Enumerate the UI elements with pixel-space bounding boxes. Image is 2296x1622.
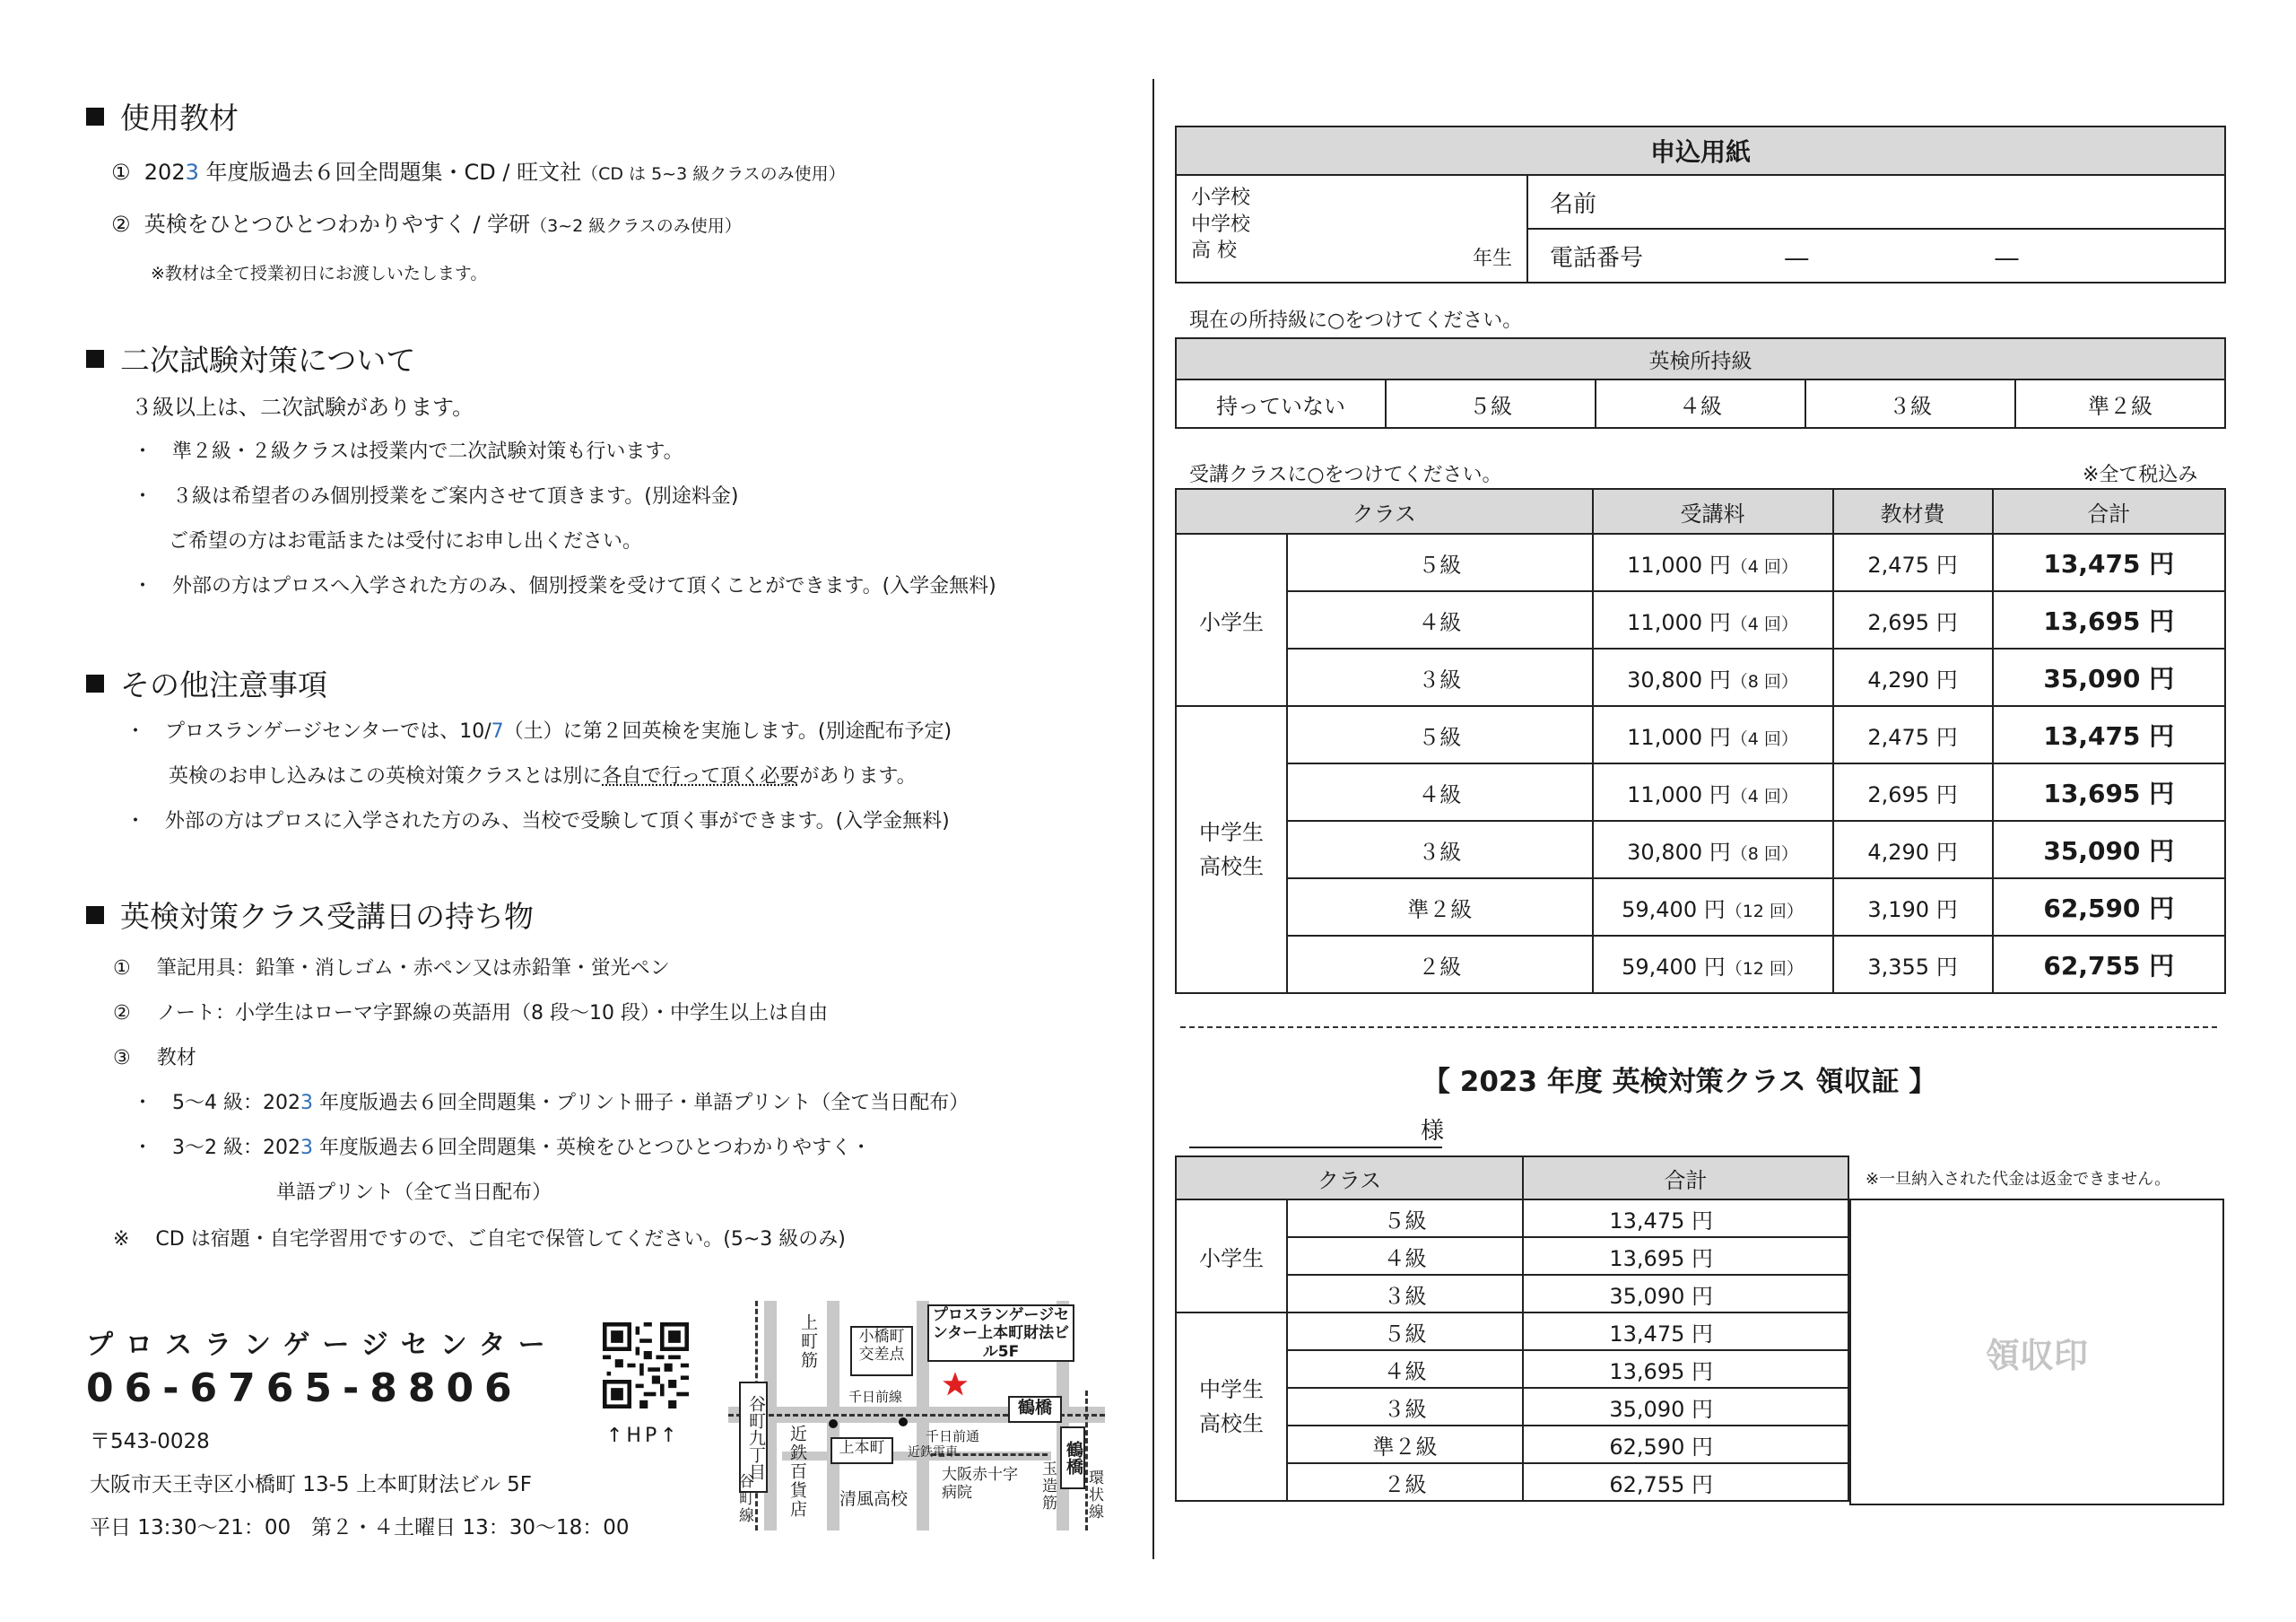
held-option-3[interactable]: ３級 xyxy=(1805,379,2015,428)
school-cell[interactable] xyxy=(1176,175,1527,283)
phone-label: 電話番号 xyxy=(1550,244,1644,272)
fee-row[interactable] xyxy=(1176,534,2225,591)
map-dot-icon xyxy=(899,1417,908,1426)
receipt-title: 【 2023 年度 英検対策クラス 領収証 】 xyxy=(1422,1066,1937,1098)
held-option-5[interactable]: ５級 xyxy=(1386,379,1596,428)
total-cell: 13,695 円 xyxy=(1993,763,2225,821)
map-redcross: 大阪赤十字病院 xyxy=(942,1466,1018,1503)
map-kintetsu-dept: 近鉄百貨店 xyxy=(787,1425,807,1519)
receipt-class: ５級 xyxy=(1287,1312,1523,1350)
fee-row[interactable] xyxy=(1176,936,2225,993)
col-class: クラス xyxy=(1176,489,1593,534)
total-cell: 13,475 円 xyxy=(1993,534,2225,591)
total-cell: 35,090 円 xyxy=(1993,649,2225,706)
group-elementary: 小学生 xyxy=(1176,534,1287,706)
column-divider xyxy=(1152,79,1154,1559)
square-bullet-icon xyxy=(86,906,104,924)
school-phone[interactable]: 06-6765-8806 xyxy=(86,1365,523,1411)
square-bullet-icon xyxy=(86,108,104,126)
held-option-4[interactable]: ４級 xyxy=(1596,379,1805,428)
held-grade-instruction: 現在の所持級に○をつけてください。 xyxy=(1189,310,1523,332)
notes-bullet-2: ・ 外部の方はプロスに入学された方のみ、当校で受験して頂く事ができます。(入学金無料) xyxy=(126,810,950,833)
map-seifu: 清風高校 xyxy=(839,1489,909,1509)
bring-sub-2b: 単語プリント（全て当日配布） xyxy=(276,1182,552,1204)
secondary-bullet-2b: ご希望の方はお電話または受付にお申し出ください。 xyxy=(169,530,643,553)
name-field[interactable] xyxy=(1527,175,2225,229)
receipt-stamp-box xyxy=(1849,1199,2224,1505)
total-cell: 13,695 円 xyxy=(1993,591,2225,649)
col-total: 合計 xyxy=(1993,489,2225,534)
total-cell: 13,475 円 xyxy=(1993,706,2225,763)
fee-cell: 59,400 円（12 回） xyxy=(1593,936,1833,993)
grade-label: 年生 xyxy=(1472,248,1512,271)
total-cell: 62,590 円 xyxy=(1993,878,2225,936)
material-cell: 2,695 円 xyxy=(1833,763,1993,821)
receipt-class: ４級 xyxy=(1287,1237,1523,1275)
material-cell: 3,355 円 xyxy=(1833,936,1993,993)
fee-cell: 11,000 円（4 回） xyxy=(1593,763,1833,821)
receipt-class: ５級 xyxy=(1287,1199,1523,1237)
phone-dash-2: ― xyxy=(1995,244,2019,272)
form-title: 申込用紙 xyxy=(1176,126,2225,175)
receipt-total: 62,590 円 xyxy=(1523,1426,1848,1463)
held-option-pre2[interactable]: 準２級 xyxy=(2015,379,2225,428)
map-tamatsukuri: 玉造筋 xyxy=(1039,1461,1057,1512)
receipt-total: 13,695 円 xyxy=(1523,1350,1848,1388)
school-address: 大阪市天王寺区小橋町 13-5 上本町財法ビル 5F xyxy=(90,1473,532,1496)
held-grade-header: 英検所持級 xyxy=(1176,338,2225,379)
material-cell: 4,290 円 xyxy=(1833,649,1993,706)
school-hours: 平日 13:30〜21：00 第２・４土曜日 13：30〜18：00 xyxy=(90,1516,630,1539)
fee-cell: 11,000 円（4 回） xyxy=(1593,534,1833,591)
map-school-label: プロスランゲージセンター上本町財法ビル5F xyxy=(927,1304,1074,1362)
material-item-2: ② 英検をひとつひとつわかりやすく / 学研（3~2 級クラスのみ使用） xyxy=(111,212,742,237)
refund-note: ※一旦納入された代金は返金できません。 xyxy=(1866,1170,2171,1189)
receipt-total: 13,475 円 xyxy=(1523,1312,1848,1350)
materials-note: ※教材は全て授業初日にお渡しいたします。 xyxy=(151,264,488,283)
secondary-bullet-1: ・ 準２級・２級クラスは授業内で二次試験対策も行います。 xyxy=(133,440,683,463)
material-cell: 2,695 円 xyxy=(1833,591,1993,649)
secondary-line: ３級以上は、二次試験があります。 xyxy=(131,395,474,420)
bring-sub-2: ・ 3〜2 級：2023 年度版過去６回全問題集・英検をひとつひとつわかりやすく・ xyxy=(133,1137,872,1159)
material-cell: 4,290 円 xyxy=(1833,821,1993,878)
receipt-total: 35,090 円 xyxy=(1523,1388,1848,1426)
map-kobashi-label: 小橋町交差点 xyxy=(850,1326,913,1376)
map-tsuruhashi-v: 鶴橋 xyxy=(1060,1426,1085,1489)
material-cell: 2,475 円 xyxy=(1833,534,1993,591)
map-uemachi-suji: 上町筋 xyxy=(798,1313,818,1370)
phone-dash-1: ― xyxy=(1785,244,1809,272)
school-high: 高 校 xyxy=(1191,240,1237,263)
bring-heading: 英検対策クラス受講日の持ち物 xyxy=(86,894,534,936)
receipt-class: ４級 xyxy=(1287,1350,1523,1388)
map-kintetsu-train: 近鉄電車 xyxy=(908,1445,958,1460)
application-form xyxy=(1175,126,2226,283)
receipt-col-total: 合計 xyxy=(1523,1156,1848,1199)
class-instruction: 受講クラスに○をつけてください。 xyxy=(1189,464,1502,486)
fee-class[interactable]: ４級 xyxy=(1287,763,1593,821)
fee-cell: 11,000 円（4 回） xyxy=(1593,706,1833,763)
material-cell: 2,475 円 xyxy=(1833,706,1993,763)
total-cell: 62,755 円 xyxy=(1993,936,2225,993)
map-tsuruhashi: 鶴橋 xyxy=(1008,1396,1062,1423)
secondary-bullet-3: ・ 外部の方はプロスへ入学された方のみ、個別授業を受けて頂くことができます。(入学金無料) xyxy=(133,575,996,597)
receipt-class: ３級 xyxy=(1287,1388,1523,1426)
map-tanimachi9: 谷町九丁目 xyxy=(739,1382,768,1493)
col-fee: 受講料 xyxy=(1593,489,1833,534)
phone-field[interactable] xyxy=(1527,229,2225,283)
materials-heading: 使用教材 xyxy=(86,95,239,137)
tax-note: ※全て税込み xyxy=(2083,464,2198,486)
fee-row[interactable] xyxy=(1176,649,2225,706)
fee-row[interactable] xyxy=(1176,878,2225,936)
secondary-heading: 二次試験対策について xyxy=(86,337,415,379)
fee-cell: 59,400 円（12 回） xyxy=(1593,878,1833,936)
fee-class[interactable]: ２級 xyxy=(1287,936,1593,993)
receipt-col-class: クラス xyxy=(1176,1156,1523,1199)
material-cell: 3,190 円 xyxy=(1833,878,1993,936)
school-elementary: 小学校 xyxy=(1191,187,1251,209)
fee-class[interactable]: ３級 xyxy=(1287,649,1593,706)
school-name: プロスランゲージセンター xyxy=(86,1330,558,1361)
fee-row[interactable] xyxy=(1176,763,2225,821)
square-bullet-icon xyxy=(86,675,104,693)
access-map xyxy=(728,1301,1105,1530)
bring-item-3: ③ 教材 xyxy=(113,1047,196,1069)
receipt-group-elementary: 小学生 xyxy=(1176,1199,1287,1312)
fee-row[interactable] xyxy=(1176,591,2225,649)
fee-cell: 30,800 円（8 回） xyxy=(1593,821,1833,878)
class-fee-table xyxy=(1175,488,2226,994)
fee-cell: 30,800 円（8 回） xyxy=(1593,649,1833,706)
receipt-class: ３級 xyxy=(1287,1275,1523,1312)
fee-row[interactable] xyxy=(1176,706,2225,763)
hp-label: ↑HP↑ xyxy=(606,1425,681,1447)
receipt-class: 準２級 xyxy=(1287,1426,1523,1463)
secondary-bullet-2: ・ ３級は希望者のみ個別授業をご案内させて頂きます。(別途料金) xyxy=(133,485,739,508)
receipt-total: 13,475 円 xyxy=(1523,1199,1848,1237)
stamp-label: 領収印 xyxy=(1985,1335,2088,1375)
fee-class[interactable]: ５級 xyxy=(1287,534,1593,591)
qr-code-icon[interactable] xyxy=(603,1322,689,1408)
held-grade-table xyxy=(1175,337,2226,429)
school-zip: 〒543-0028 xyxy=(90,1430,210,1453)
name-label: 名前 xyxy=(1550,190,1597,218)
map-dot-icon xyxy=(829,1419,838,1428)
fee-class[interactable]: ４級 xyxy=(1287,591,1593,649)
map-uehonmachi: 上本町 xyxy=(831,1437,893,1464)
receipt-total: 62,755 円 xyxy=(1523,1463,1848,1501)
group-junior-high: 中学生 高校生 xyxy=(1176,706,1287,993)
notes-bullet-1: ・ プロスランゲージセンターでは、10/7（土）に第２回英検を実施します。(別途配布予定) xyxy=(126,720,952,743)
receipt-total: 13,695 円 xyxy=(1523,1237,1848,1275)
map-kanjo: 環状線 xyxy=(1085,1469,1103,1521)
held-option-none[interactable]: 持っていない xyxy=(1176,379,1386,428)
bring-cd-note: ※ CD は宿題・自宅学習用ですので、ご自宅で保管してください。(5~3 級のみ) xyxy=(113,1228,846,1251)
receipt-sama: 様 xyxy=(1421,1118,1445,1145)
receipt-table xyxy=(1175,1155,1849,1502)
fee-class[interactable]: 準２級 xyxy=(1287,878,1593,936)
bring-item-1: ① 筆記用具：鉛筆・消しゴム・赤ペン又は赤鉛筆・蛍光ペン xyxy=(113,957,670,980)
receipt-group-junior-high: 中学生 高校生 xyxy=(1176,1312,1287,1501)
school-junior: 中学校 xyxy=(1191,213,1251,236)
material-item-1: ① 2023 年度版過去６回全問題集・CD / 旺文社（CD は 5~3 級クラスのみ使用） xyxy=(111,160,846,185)
fee-row[interactable] xyxy=(1176,821,2225,878)
map-sennichimae-sen: 千日前線 xyxy=(848,1389,903,1405)
bring-item-2: ② ノート：小学生はローマ字罫線の英語用（8 段〜10 段）・中学生以上は自由 xyxy=(113,1002,829,1025)
total-cell: 35,090 円 xyxy=(1993,821,2225,878)
school-location-star-icon xyxy=(942,1371,969,1398)
notes-heading: その他注意事項 xyxy=(86,662,327,704)
square-bullet-icon xyxy=(86,350,104,368)
receipt-name-line[interactable] xyxy=(1189,1147,1442,1148)
receipt-total: 35,090 円 xyxy=(1523,1275,1848,1312)
receipt-class: ２級 xyxy=(1287,1463,1523,1501)
fee-class[interactable]: ５級 xyxy=(1287,706,1593,763)
fee-cell: 11,000 円（4 回） xyxy=(1593,591,1833,649)
fee-class[interactable]: ３級 xyxy=(1287,821,1593,878)
map-sennichimae-dori: 千日前通 xyxy=(926,1428,980,1444)
cut-line xyxy=(1180,1026,2217,1028)
bring-sub-1: ・ 5〜4 級：2023 年度版過去６回全問題集・プリント冊子・単語プリント（全て当日配布） xyxy=(133,1092,970,1114)
notes-bullet-1b: 英検のお申し込みはこの英検対策クラスとは別に各自で行って頂く必要があります。 xyxy=(169,765,917,788)
map-tanimachi-sen: 谷町線 xyxy=(735,1473,753,1524)
col-material: 教材費 xyxy=(1833,489,1993,534)
